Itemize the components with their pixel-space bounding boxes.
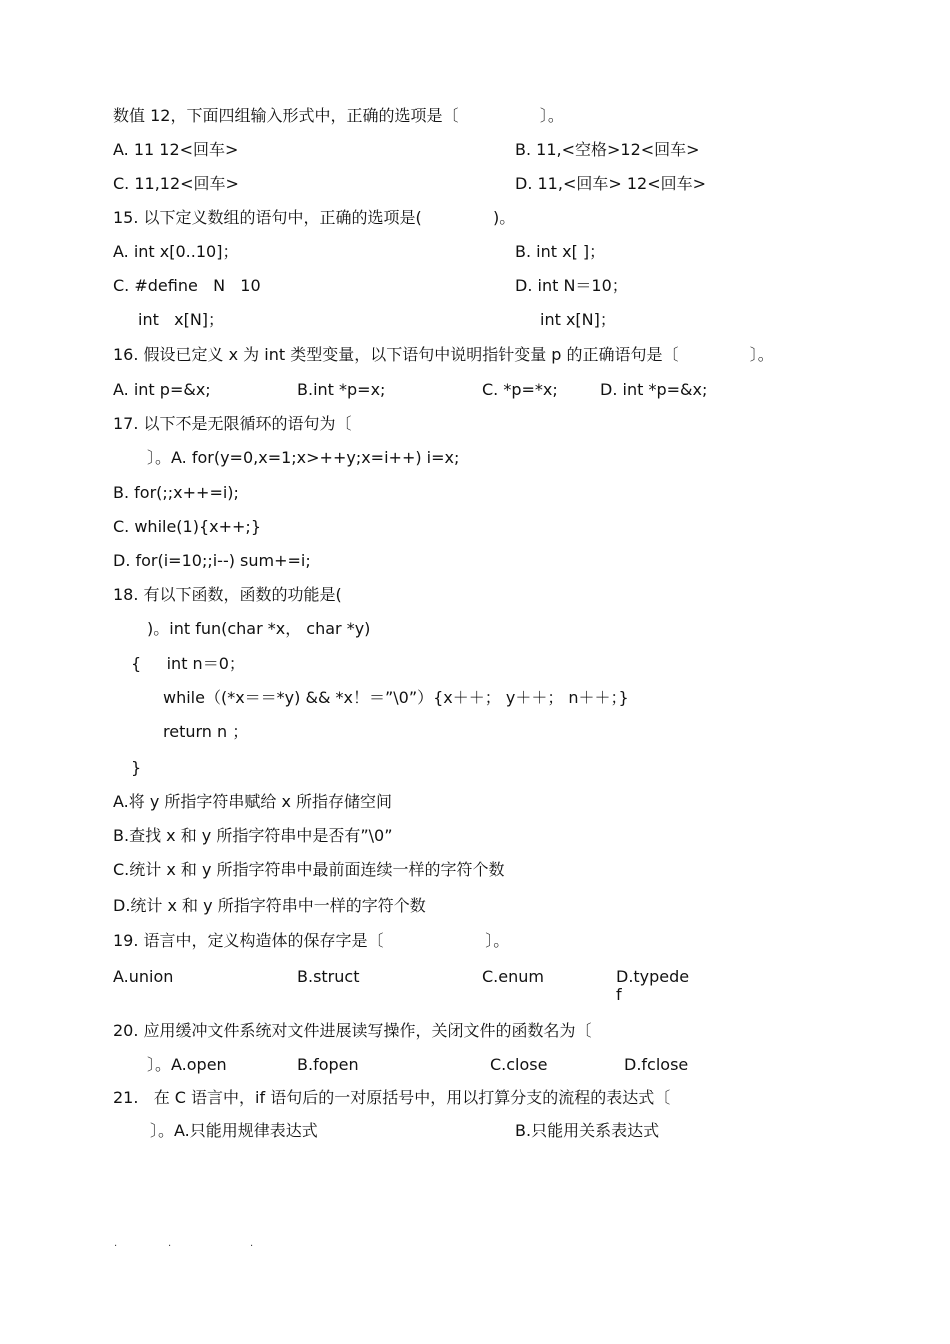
q17-option-a: 〕。A. for(y=0,x=1;x>++y;x=i++) i=x; (147, 448, 460, 467)
q17-option-b: B. for(;;x++=i); (113, 483, 239, 502)
q20-option-a: 〕。A.open (147, 1055, 227, 1074)
q18-option-a: A.将 y 所指字符串赋给 x 所指存储空间 (113, 792, 393, 811)
q19-option-d-wrap: f (616, 985, 622, 1004)
q19-option-c: C.enum (482, 967, 544, 986)
q14-option-b: B. 11,<空格>12<回车> (515, 140, 700, 159)
q16-option-a: A. int p=&x; (113, 380, 211, 399)
q20-option-d: D.fclose (624, 1055, 689, 1074)
q19-stem: 19. 语言中，定义构造体的保存字是〔 〕。 (113, 931, 510, 950)
q16-stem: 16. 假设已定义 x 为 int 类型变量，以下语句中说明指针变量 p 的正确语句是〔 〕。 (113, 345, 774, 364)
q18-option-c: C.统计 x 和 y 所指字符串中最前面连续一样的字符个数 (113, 860, 505, 879)
q20-option-c: C.close (490, 1055, 548, 1074)
q18-code-line-2: { int n＝0； (131, 654, 245, 673)
q15-option-d: D. int N＝10； (515, 276, 628, 295)
q19-option-a: A.union (113, 967, 174, 986)
q18-code-line-4: return n ； (163, 722, 249, 741)
q14-stem: 数值 12，下面四组输入形式中，正确的选项是〔 〕。 (113, 106, 564, 125)
q15-option-a: A. int x[0..10]； (113, 242, 239, 261)
q21-option-a: 〕。A.只能用规律表达式 (150, 1121, 318, 1140)
q17-option-d: D. for(i=10;;i--) sum+=i; (113, 551, 311, 570)
q14-option-d: D. 11,<回车> 12<回车> (515, 174, 707, 193)
q18-code-line-3: while（(*x＝＝*y) && *x！＝”\0”）{x＋＋； y＋＋； n＋＋；} (163, 688, 629, 707)
footer-dot: . (114, 1238, 118, 1249)
q19-option-d: D.typede (616, 967, 690, 986)
q15-option-c-line2: int x[N]； (138, 310, 225, 329)
q18-code-line-1: )。int fun(char *x， char *y) (147, 619, 371, 638)
q15-option-b: B. int x[ ]； (515, 242, 606, 261)
q14-option-a: A. 11 12<回车> (113, 140, 239, 159)
footer-dot: . (250, 1238, 254, 1249)
q18-stem: 18. 有以下函数，函数的功能是( (113, 585, 342, 604)
q14-option-c: C. 11,12<回车> (113, 174, 239, 193)
q18-option-b: B.查找 x 和 y 所指字符串中是否有”\0” (113, 826, 393, 845)
q15-option-d-line2: int x[N]； (540, 310, 616, 329)
q17-option-c: C. while(1){x++;} (113, 517, 261, 536)
q18-option-d: D.统计 x 和 y 所指字符串中一样的字符个数 (113, 896, 426, 915)
q20-option-b: B.fopen (297, 1055, 359, 1074)
q21-stem: 21. 在 C 语言中，if 语句后的一对原括号中，用以打算分支的流程的表达式〔 (113, 1088, 671, 1107)
q21-option-b: B.只能用关系表达式 (515, 1121, 660, 1140)
q19-option-b: B.struct (297, 967, 360, 986)
q16-option-c: C. *p=*x; (482, 380, 558, 399)
q20-stem: 20. 应用缓冲文件系统对文件进展读写操作，关闭文件的函数名为〔 (113, 1021, 592, 1040)
q18-code-line-5: } (131, 758, 142, 777)
footer-dot: . (168, 1238, 172, 1249)
q16-option-d: D. int *p=&x; (600, 380, 708, 399)
q15-option-c: C. #define N 10 (113, 276, 261, 295)
q15-stem: 15. 以下定义数组的语句中，正确的选项是( )。 (113, 208, 516, 227)
q16-option-b: B.int *p=x; (297, 380, 386, 399)
q17-stem: 17. 以下不是无限循环的语句为〔 (113, 414, 352, 433)
